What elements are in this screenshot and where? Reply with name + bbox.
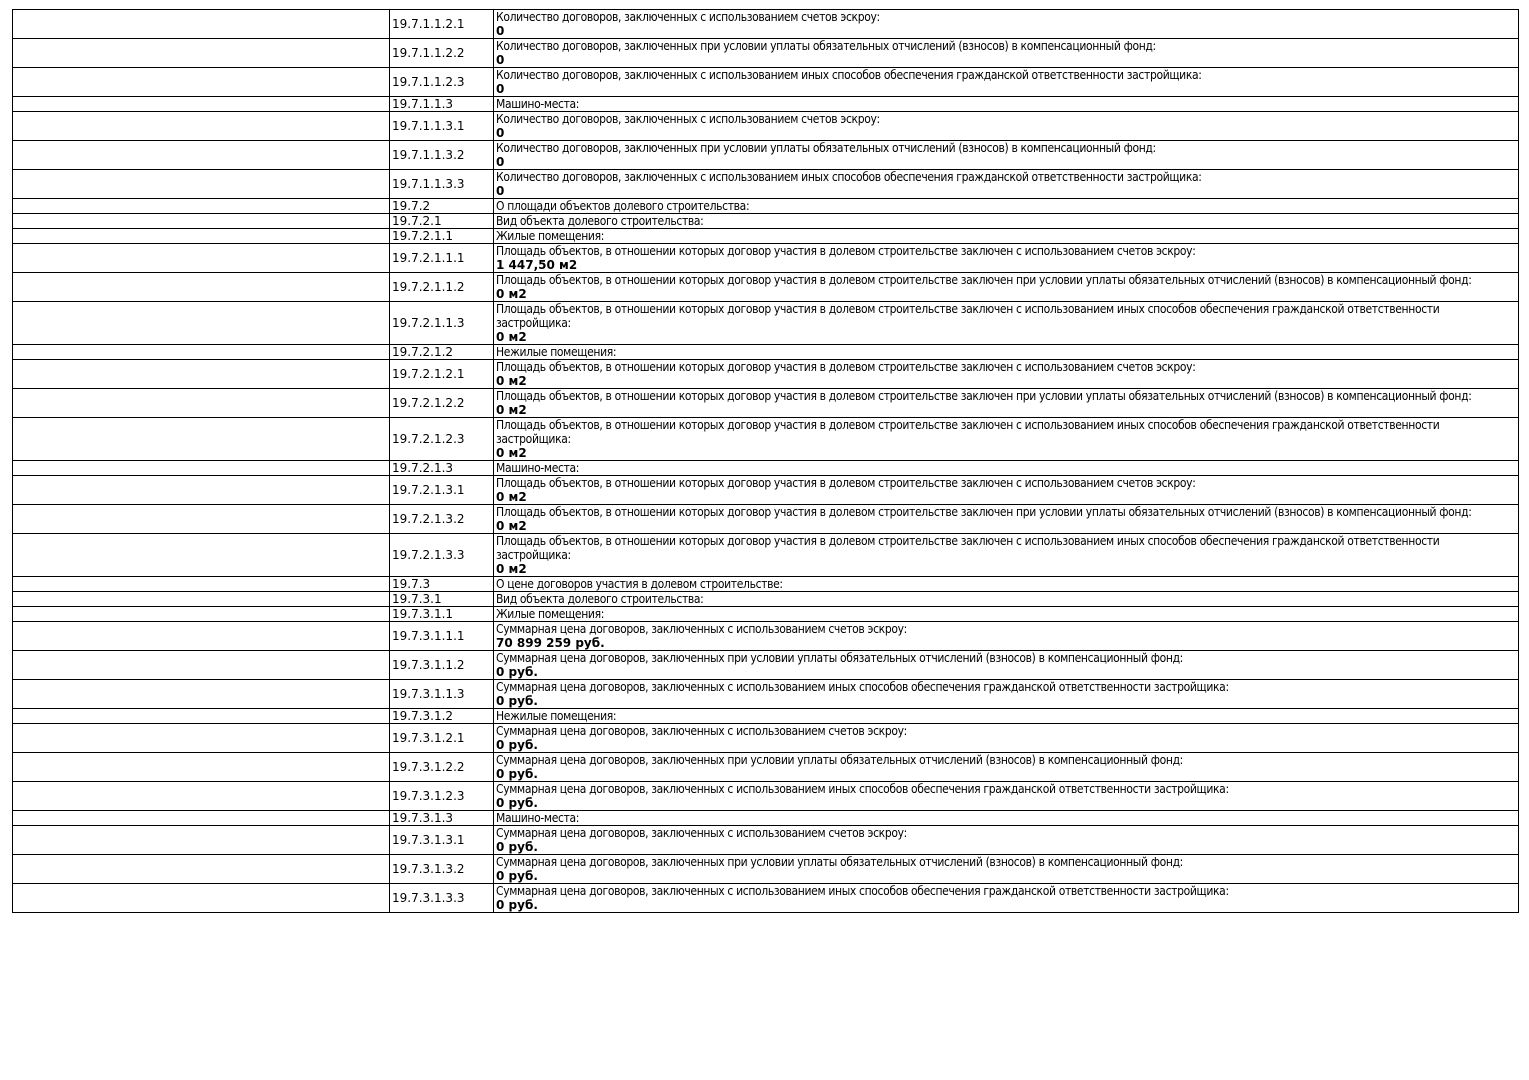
empty-cell xyxy=(13,534,390,577)
empty-cell xyxy=(13,389,390,418)
row-value: 0 м2 xyxy=(496,446,527,460)
row-value: 0 м2 xyxy=(496,330,527,344)
row-value: 0 xyxy=(496,184,505,198)
row-label: Площадь объектов, в отношении которых договор участия в долевом строительстве заключен с использованием счетов эскроу: xyxy=(496,244,1196,258)
empty-cell xyxy=(13,811,390,826)
row-content xyxy=(494,244,1519,273)
empty-cell xyxy=(13,302,390,345)
row-content xyxy=(494,753,1519,782)
table-row xyxy=(13,577,1519,592)
row-label: Вид объекта долевого строительства: xyxy=(496,592,704,606)
row-label: Суммарная цена договоров, заключенных при условии уплаты обязательных отчислений (взносов) в компенсационный фонд: xyxy=(496,651,1183,665)
row-code: 19.7.2.1.2.1 xyxy=(390,360,494,389)
table-row xyxy=(13,345,1519,360)
row-content xyxy=(494,214,1519,229)
empty-cell xyxy=(13,782,390,811)
empty-cell xyxy=(13,97,390,112)
empty-cell xyxy=(13,461,390,476)
row-code: 19.7.1.1.2.1 xyxy=(390,10,494,39)
table-row xyxy=(13,10,1519,39)
table-row xyxy=(13,651,1519,680)
empty-cell xyxy=(13,884,390,913)
table-row xyxy=(13,782,1519,811)
row-label: Площадь объектов, в отношении которых договор участия в долевом строительстве заключен с использованием иных способов обеспечения гражданской ответственности застройщика: xyxy=(496,418,1440,446)
row-code: 19.7.3.1.2.3 xyxy=(390,782,494,811)
row-content xyxy=(494,680,1519,709)
row-content xyxy=(494,199,1519,214)
empty-cell xyxy=(13,724,390,753)
document-table-body xyxy=(13,10,1519,913)
row-label: Суммарная цена договоров, заключенных с использованием иных способов обеспечения гражданской ответственности застройщика: xyxy=(496,884,1229,898)
row-code: 19.7.1.1.2.3 xyxy=(390,68,494,97)
table-row xyxy=(13,607,1519,622)
row-label: Жилые помещения: xyxy=(496,229,605,243)
row-code: 19.7.3.1.3.3 xyxy=(390,884,494,913)
row-label: Суммарная цена договоров, заключенных при условии уплаты обязательных отчислений (взносов) в компенсационный фонд: xyxy=(496,855,1183,869)
row-code: 19.7.3.1.1 xyxy=(390,607,494,622)
row-value: 0 руб. xyxy=(496,665,538,679)
table-row xyxy=(13,39,1519,68)
row-content xyxy=(494,651,1519,680)
empty-cell xyxy=(13,68,390,97)
empty-cell xyxy=(13,418,390,461)
table-row xyxy=(13,622,1519,651)
empty-cell xyxy=(13,345,390,360)
table-row xyxy=(13,709,1519,724)
row-content xyxy=(494,97,1519,112)
empty-cell xyxy=(13,622,390,651)
row-value: 0 м2 xyxy=(496,403,527,417)
row-code: 19.7.2.1.2.2 xyxy=(390,389,494,418)
row-label: Нежилые помещения: xyxy=(496,709,617,723)
row-label: Площадь объектов, в отношении которых договор участия в долевом строительстве заключен с использованием иных способов обеспечения гражданской ответственности застройщика: xyxy=(496,534,1440,562)
row-content xyxy=(494,724,1519,753)
row-value: 0 м2 xyxy=(496,374,527,388)
empty-cell xyxy=(13,214,390,229)
row-code: 19.7.3.1.2.2 xyxy=(390,753,494,782)
row-value: 0 руб. xyxy=(496,738,538,752)
row-code: 19.7.3.1.1.3 xyxy=(390,680,494,709)
row-code: 19.7.2.1.2.3 xyxy=(390,418,494,461)
row-label: Площадь объектов, в отношении которых договор участия в долевом строительстве заключен с использованием иных способов обеспечения гражданской ответственности застройщика: xyxy=(496,302,1440,330)
row-label: Машино-места: xyxy=(496,97,580,111)
row-value: 70 899 259 руб. xyxy=(496,636,605,650)
table-row xyxy=(13,505,1519,534)
table-row xyxy=(13,170,1519,199)
empty-cell xyxy=(13,709,390,724)
row-code: 19.7.1.1.2.2 xyxy=(390,39,494,68)
row-content xyxy=(494,39,1519,68)
row-content xyxy=(494,170,1519,199)
row-value: 0 м2 xyxy=(496,519,527,533)
row-content xyxy=(494,389,1519,418)
row-code: 19.7.3.1.3.1 xyxy=(390,826,494,855)
table-row xyxy=(13,826,1519,855)
row-content xyxy=(494,607,1519,622)
row-code: 19.7.2.1.3.3 xyxy=(390,534,494,577)
row-value: 0 м2 xyxy=(496,287,527,301)
table-row xyxy=(13,141,1519,170)
row-label: Суммарная цена договоров, заключенных при условии уплаты обязательных отчислений (взносов) в компенсационный фонд: xyxy=(496,753,1183,767)
empty-cell xyxy=(13,476,390,505)
row-code: 19.7.2.1.3.1 xyxy=(390,476,494,505)
row-content xyxy=(494,68,1519,97)
empty-cell xyxy=(13,826,390,855)
row-value: 0 xyxy=(496,126,505,140)
row-label: Жилые помещения: xyxy=(496,607,605,621)
empty-cell xyxy=(13,577,390,592)
table-row xyxy=(13,884,1519,913)
row-code: 19.7.3.1.2.1 xyxy=(390,724,494,753)
row-content xyxy=(494,302,1519,345)
empty-cell xyxy=(13,855,390,884)
row-content xyxy=(494,534,1519,577)
row-code: 19.7.2 xyxy=(390,199,494,214)
row-value: 0 xyxy=(496,155,505,169)
table-row xyxy=(13,724,1519,753)
row-content xyxy=(494,360,1519,389)
row-code: 19.7.3.1.3.2 xyxy=(390,855,494,884)
empty-cell xyxy=(13,10,390,39)
row-label: Машино-места: xyxy=(496,461,580,475)
row-content xyxy=(494,622,1519,651)
row-code: 19.7.2.1.2 xyxy=(390,345,494,360)
row-code: 19.7.2.1.1.1 xyxy=(390,244,494,273)
row-content xyxy=(494,273,1519,302)
row-content xyxy=(494,112,1519,141)
row-content xyxy=(494,141,1519,170)
empty-cell xyxy=(13,39,390,68)
empty-cell xyxy=(13,273,390,302)
row-label: Машино-места: xyxy=(496,811,580,825)
table-row xyxy=(13,244,1519,273)
row-label: Площадь объектов, в отношении которых договор участия в долевом строительстве заключен при условии уплаты обязательных отчислений (взносов) в компенсационный фонд: xyxy=(496,389,1472,403)
row-value: 0 руб. xyxy=(496,694,538,708)
row-value: 0 xyxy=(496,53,505,67)
row-label: Количество договоров, заключенных с использованием счетов эскроу: xyxy=(496,10,880,24)
row-code: 19.7.2.1.1 xyxy=(390,229,494,244)
row-content xyxy=(494,476,1519,505)
table-row xyxy=(13,753,1519,782)
row-content xyxy=(494,418,1519,461)
table-row xyxy=(13,97,1519,112)
table-row xyxy=(13,214,1519,229)
row-content xyxy=(494,345,1519,360)
row-content xyxy=(494,826,1519,855)
row-code: 19.7.3.1.2 xyxy=(390,709,494,724)
row-label: Суммарная цена договоров, заключенных с использованием счетов эскроу: xyxy=(496,826,907,840)
row-content xyxy=(494,811,1519,826)
row-code: 19.7.3.1 xyxy=(390,592,494,607)
document-table xyxy=(12,9,1519,913)
row-code: 19.7.1.1.3 xyxy=(390,97,494,112)
table-row xyxy=(13,592,1519,607)
empty-cell xyxy=(13,199,390,214)
table-row xyxy=(13,68,1519,97)
row-value: 0 м2 xyxy=(496,562,527,576)
empty-cell xyxy=(13,753,390,782)
table-row xyxy=(13,418,1519,461)
row-label: Вид объекта долевого строительства: xyxy=(496,214,704,228)
row-label: Количество договоров, заключенных при условии уплаты обязательных отчислений (взносов) в компенсационный фонд: xyxy=(496,39,1156,53)
row-value: 0 руб. xyxy=(496,767,538,781)
row-label: О цене договоров участия в долевом строительстве: xyxy=(496,577,783,591)
empty-cell xyxy=(13,592,390,607)
table-row xyxy=(13,302,1519,345)
row-code: 19.7.2.1.3 xyxy=(390,461,494,476)
table-row xyxy=(13,811,1519,826)
table-row xyxy=(13,389,1519,418)
row-content xyxy=(494,855,1519,884)
empty-cell xyxy=(13,680,390,709)
table-row xyxy=(13,273,1519,302)
row-code: 19.7.3 xyxy=(390,577,494,592)
empty-cell xyxy=(13,141,390,170)
row-content xyxy=(494,461,1519,476)
row-content xyxy=(494,505,1519,534)
row-code: 19.7.1.1.3.1 xyxy=(390,112,494,141)
table-row xyxy=(13,680,1519,709)
row-code: 19.7.1.1.3.3 xyxy=(390,170,494,199)
row-label: Суммарная цена договоров, заключенных с использованием счетов эскроу: xyxy=(496,622,907,636)
table-row xyxy=(13,229,1519,244)
row-content xyxy=(494,10,1519,39)
empty-cell xyxy=(13,505,390,534)
empty-cell xyxy=(13,229,390,244)
row-code: 19.7.3.1.1.1 xyxy=(390,622,494,651)
row-content xyxy=(494,229,1519,244)
row-value: 0 руб. xyxy=(496,869,538,883)
empty-cell xyxy=(13,244,390,273)
row-content xyxy=(494,782,1519,811)
table-row xyxy=(13,855,1519,884)
empty-cell xyxy=(13,170,390,199)
row-code: 19.7.1.1.3.2 xyxy=(390,141,494,170)
table-row xyxy=(13,360,1519,389)
row-label: Количество договоров, заключенных с использованием иных способов обеспечения гражданской ответственности застройщика: xyxy=(496,68,1202,82)
row-code: 19.7.2.1.1.2 xyxy=(390,273,494,302)
row-content xyxy=(494,592,1519,607)
table-row xyxy=(13,199,1519,214)
row-label: Суммарная цена договоров, заключенных с использованием иных способов обеспечения гражданской ответственности застройщика: xyxy=(496,782,1229,796)
row-content xyxy=(494,709,1519,724)
row-label: Суммарная цена договоров, заключенных с использованием иных способов обеспечения гражданской ответственности застройщика: xyxy=(496,680,1229,694)
row-label: Количество договоров, заключенных с использованием счетов эскроу: xyxy=(496,112,880,126)
row-label: Количество договоров, заключенных при условии уплаты обязательных отчислений (взносов) в компенсационный фонд: xyxy=(496,141,1156,155)
table-row xyxy=(13,476,1519,505)
empty-cell xyxy=(13,607,390,622)
row-value: 1 447,50 м2 xyxy=(496,258,578,272)
row-value: 0 м2 xyxy=(496,490,527,504)
row-content xyxy=(494,884,1519,913)
empty-cell xyxy=(13,112,390,141)
empty-cell xyxy=(13,360,390,389)
table-row xyxy=(13,112,1519,141)
row-code: 19.7.2.1.3.2 xyxy=(390,505,494,534)
row-label: Нежилые помещения: xyxy=(496,345,617,359)
row-content xyxy=(494,577,1519,592)
empty-cell xyxy=(13,651,390,680)
row-value: 0 руб. xyxy=(496,840,538,854)
row-code: 19.7.3.1.1.2 xyxy=(390,651,494,680)
table-row xyxy=(13,534,1519,577)
table-row xyxy=(13,461,1519,476)
row-value: 0 руб. xyxy=(496,796,538,810)
row-label: Количество договоров, заключенных с использованием иных способов обеспечения гражданской ответственности застройщика: xyxy=(496,170,1202,184)
row-code: 19.7.2.1.1.3 xyxy=(390,302,494,345)
row-code: 19.7.2.1 xyxy=(390,214,494,229)
row-value: 0 руб. xyxy=(496,898,538,912)
row-label: Площадь объектов, в отношении которых договор участия в долевом строительстве заключен с использованием счетов эскроу: xyxy=(496,360,1196,374)
row-label: Площадь объектов, в отношении которых договор участия в долевом строительстве заключен при условии уплаты обязательных отчислений (взносов) в компенсационный фонд: xyxy=(496,505,1472,519)
row-label: Площадь объектов, в отношении которых договор участия в долевом строительстве заключен с использованием счетов эскроу: xyxy=(496,476,1196,490)
row-label: Суммарная цена договоров, заключенных с использованием счетов эскроу: xyxy=(496,724,907,738)
row-label: О площади объектов долевого строительства: xyxy=(496,199,750,213)
row-value: 0 xyxy=(496,24,505,38)
row-code: 19.7.3.1.3 xyxy=(390,811,494,826)
row-label: Площадь объектов, в отношении которых договор участия в долевом строительстве заключен при условии уплаты обязательных отчислений (взносов) в компенсационный фонд: xyxy=(496,273,1472,287)
row-value: 0 xyxy=(496,82,505,96)
